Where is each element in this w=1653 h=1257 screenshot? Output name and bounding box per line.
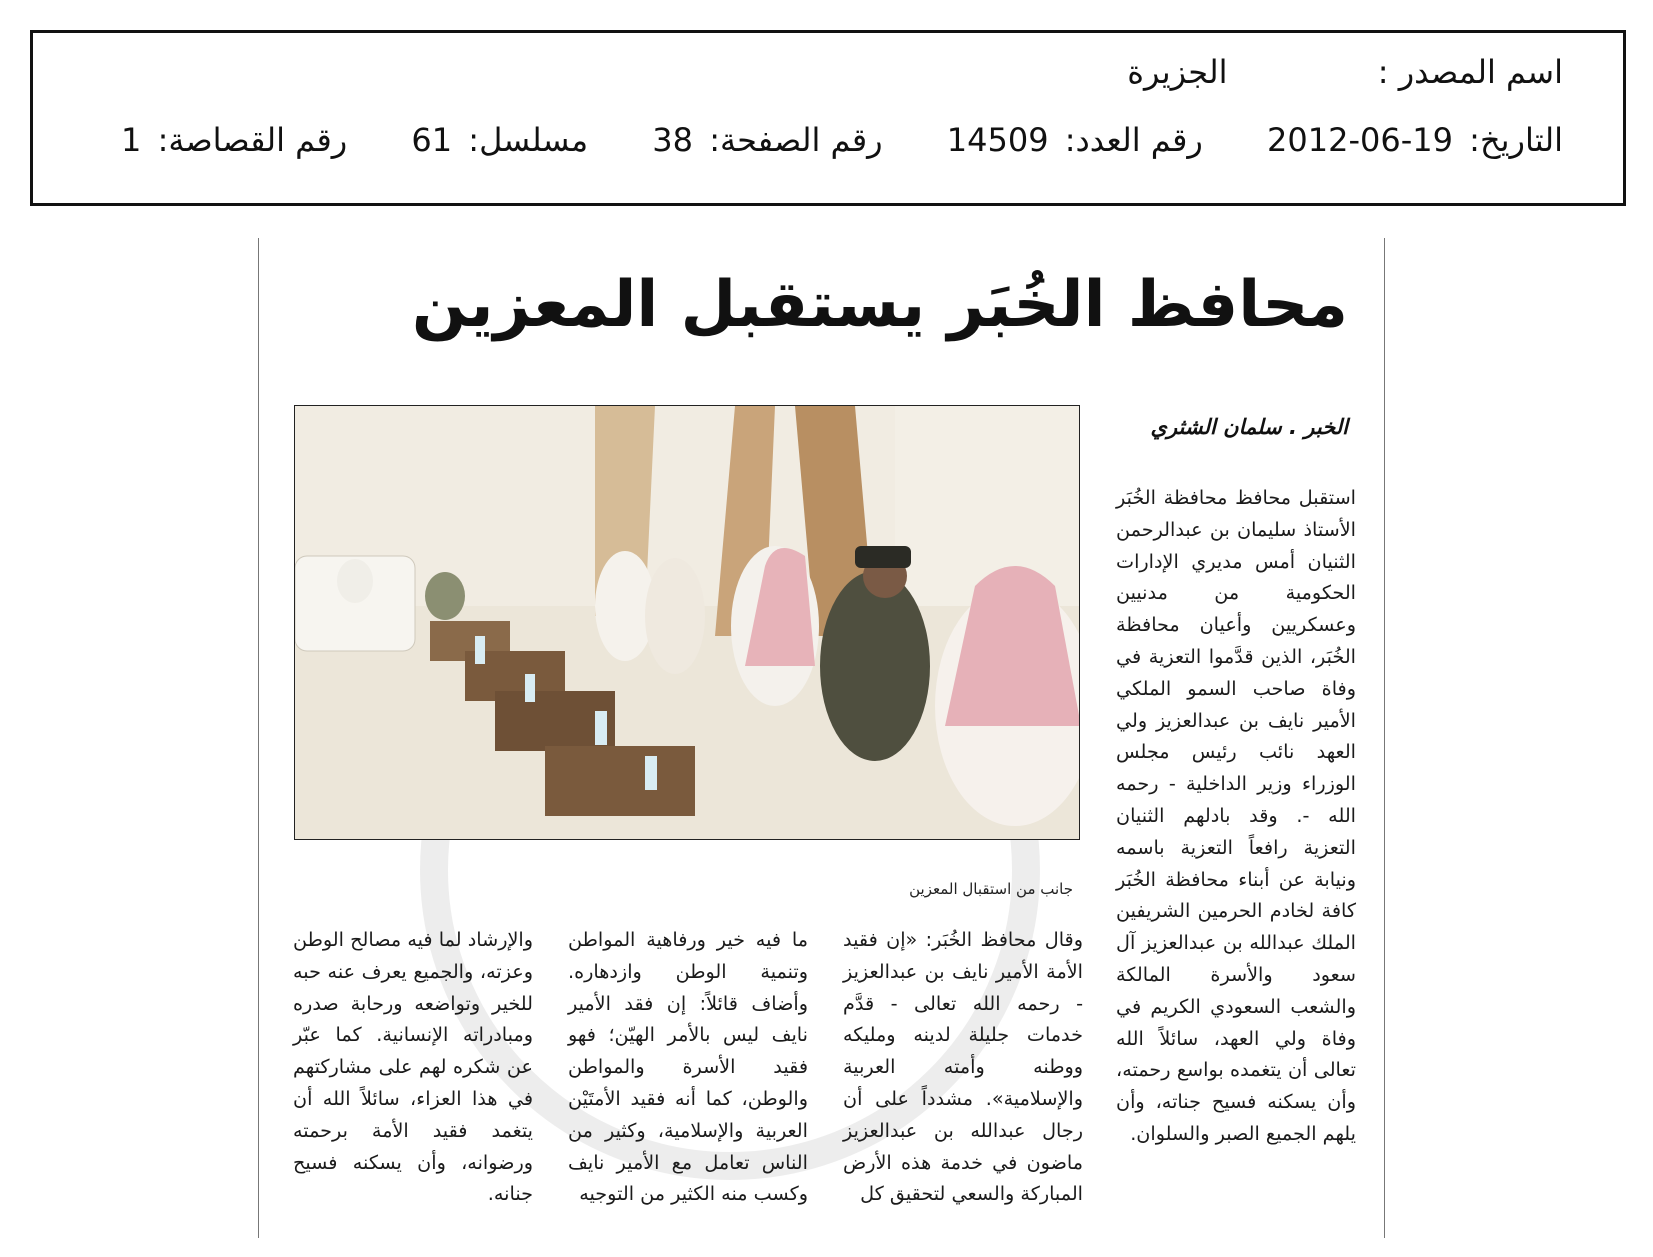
page-label: رقم الصفحة: bbox=[709, 121, 883, 159]
article-headline: محافظ الخُبَر يستقبل المعزين bbox=[411, 268, 1348, 342]
column-4-text: والإرشاد لما فيه مصالح الوطن وعزته، والجميع يعرف عنه حبه للخير وتواضعه ورحابة صدره ومبادراته الإنسانية. كما عبّر عن شكره لهم على مشاركتهم في هذا العزاء، سائلاً الله أن يتغمد فقيد الأمة برحمته ورضوانه، وأن يسكنه فسيح جنانه. bbox=[293, 928, 533, 1206]
page-value: 38 bbox=[652, 121, 694, 159]
clip-value: 1 bbox=[121, 121, 142, 159]
details-row bbox=[121, 121, 1563, 159]
source-label: اسم المصدر : bbox=[1377, 53, 1563, 91]
article-column-2 bbox=[843, 924, 1083, 1210]
source-row bbox=[1127, 53, 1563, 91]
article-column-1 bbox=[1116, 482, 1356, 1150]
issue-value: 14509 bbox=[946, 121, 1049, 159]
photo-caption: جانب من استقبال المعزين bbox=[909, 880, 1073, 898]
issue-label: رقم العدد: bbox=[1064, 121, 1203, 159]
article-column-4 bbox=[293, 924, 533, 1210]
article-photo bbox=[294, 405, 1080, 840]
serial-label: مسلسل: bbox=[468, 121, 589, 159]
article-byline: الخبر . سلمان الشثري bbox=[1150, 415, 1348, 439]
article-border-left bbox=[258, 238, 259, 1238]
article-column-3 bbox=[568, 924, 808, 1210]
article-border-right bbox=[1384, 238, 1385, 1238]
column-3-text: ما فيه خير ورفاهية المواطن وتنمية الوطن وازدهاره. وأضاف قائلاً: إن فقد الأمير نايف ليس بالأمر الهيّن؛ فهو فقيد الأسرة والمواطن والوطن، كما أنه فقيد الأمتَيْن العربية والإسلامية، وكثير من الناس تعامل مع الأمير نايف وكسب منه الكثير من التوجيه bbox=[568, 928, 808, 1206]
column-2-text: وقال محافظ الخُبَر: «إن فقيد الأمة الأمير نايف بن عبدالعزيز - رحمه الله تعالى - قدَّم خدمات جليلة لدينه ومليكه ووطنه وأمته العربية والإسلامية». مشدداً على أن رجال عبدالله بن عبدالعزيز ماضون في خدمة هذه الأرض المباركة والسعي لتحقيق كل bbox=[843, 928, 1083, 1206]
photo-illustration bbox=[295, 406, 1080, 840]
source-value: الجزيرة bbox=[1127, 53, 1228, 91]
clip-label: رقم القصاصة: bbox=[157, 121, 348, 159]
date-label: التاريخ: bbox=[1469, 121, 1563, 159]
date-value: 2012-06-19 bbox=[1267, 121, 1453, 159]
serial-value: 61 bbox=[411, 121, 453, 159]
column-1-text: استقبل محافظ محافظة الخُبَر الأستاذ سليمان بن عبدالرحمن الثنيان أمس مديري الإدارات الحكومية من مدنيين وعسكريين وأعيان محافظة الخُبَر، الذين قدَّموا التعزية في وفاة صاحب السمو الملكي الأمير نايف بن عبدالعزيز ولي العهد نائب رئيس مجلس الوزراء وزير الداخلية - رحمه الله -. وقد بادلهم الثنيان التعزية رافعاً التعزية باسمه ونيابة عن أبناء محافظة الخُبَر كافة لخادم الحرمين الشريفين الملك عبدالله بن عبدالعزيز آل سعود والأسرة المالكة والشعب السعودي الكريم في وفاة ولي العهد، سائلاً الله تعالى أن يتغمده بواسع رحمته، وأن يسكنه فسيح جناته، وأن يلهم الجميع الصبر والسلوان. bbox=[1116, 486, 1356, 1145]
clipping-header-box bbox=[30, 30, 1626, 206]
